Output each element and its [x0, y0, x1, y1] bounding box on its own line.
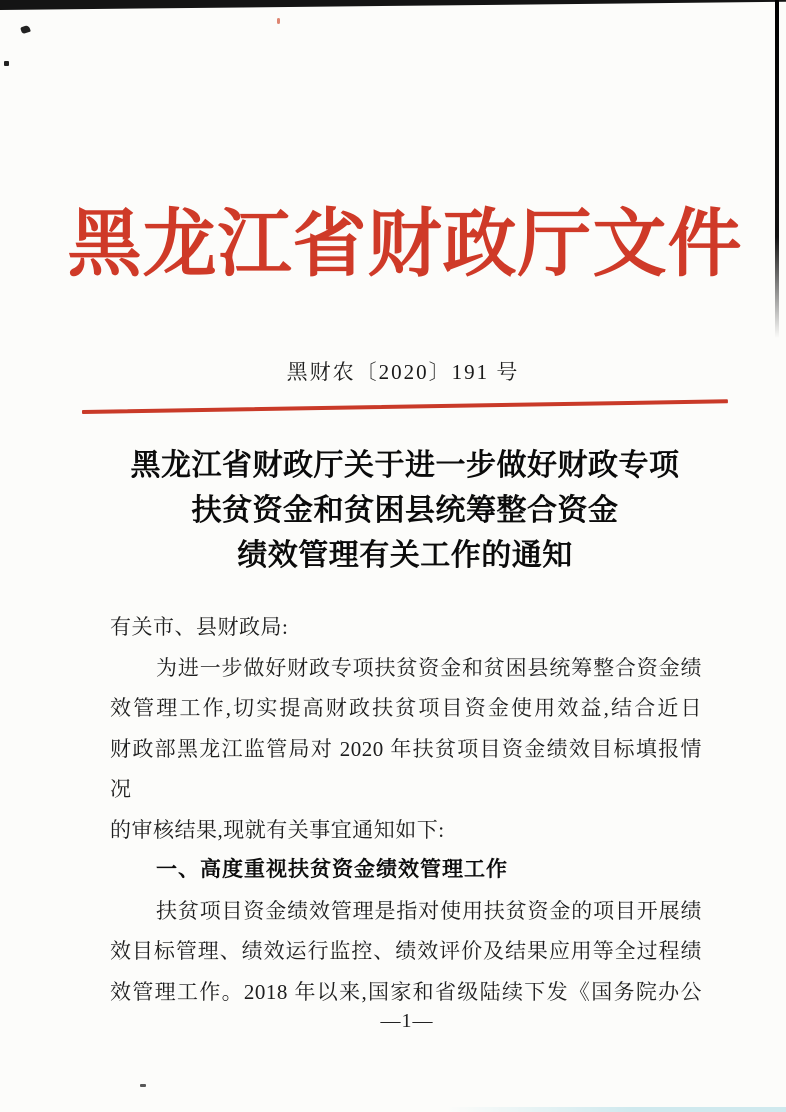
- page-number: —1—: [380, 1010, 434, 1032]
- document-number: 黑财农〔2020〕191 号: [286, 360, 520, 384]
- red-separator-rule: [82, 399, 728, 414]
- scan-speck: [140, 1084, 146, 1087]
- scan-speck: [20, 25, 31, 34]
- section-heading: 一、高度重视扶贫资金绩效管理工作: [156, 858, 508, 881]
- body-line: 扶贫项目资金绩效管理是指对使用扶贫资金的项目开展绩: [156, 898, 702, 923]
- document-body: [110, 607, 702, 1012]
- body-line: 为进一步做好财政专项扶贫资金和贫困县统筹整合资金绩: [156, 655, 702, 680]
- agency-letterhead: 黑龙江省财政厅文件: [67, 204, 743, 286]
- scan-speck: [277, 18, 280, 24]
- body-line: 财政部黑龙江监管局对 2020 年扶贫项目资金绩效目标填报情况: [110, 736, 702, 801]
- scan-speck: [4, 61, 9, 66]
- body-line: 效管理工作。2018 年以来,国家和省级陆续下发《国务院办公: [110, 979, 702, 1004]
- scan-right-edge-artifact: [775, 0, 779, 338]
- document-title-line: 黑龙江省财政厅关于进一步做好财政专项: [130, 449, 680, 482]
- body-line: 效目标管理、绩效运行监控、绩效评价及结果应用等全过程绩: [110, 939, 702, 963]
- body-line: 效管理工作,切实提高财政扶贫项目资金使用效益,结合近日: [110, 696, 702, 720]
- scan-bottom-edge-artifact: [446, 1107, 786, 1112]
- salutation-line: 有关市、县财政局:: [110, 615, 289, 639]
- document-title: [85, 443, 725, 578]
- document-title-line: 扶贫资金和贫困县统筹整合资金: [191, 494, 619, 527]
- scan-top-edge-artifact: [0, 0, 786, 10]
- body-line: 的审核结果,现就有关事宜通知如下:: [110, 817, 445, 842]
- document-title-line: 绩效管理有关工作的通知: [237, 539, 573, 572]
